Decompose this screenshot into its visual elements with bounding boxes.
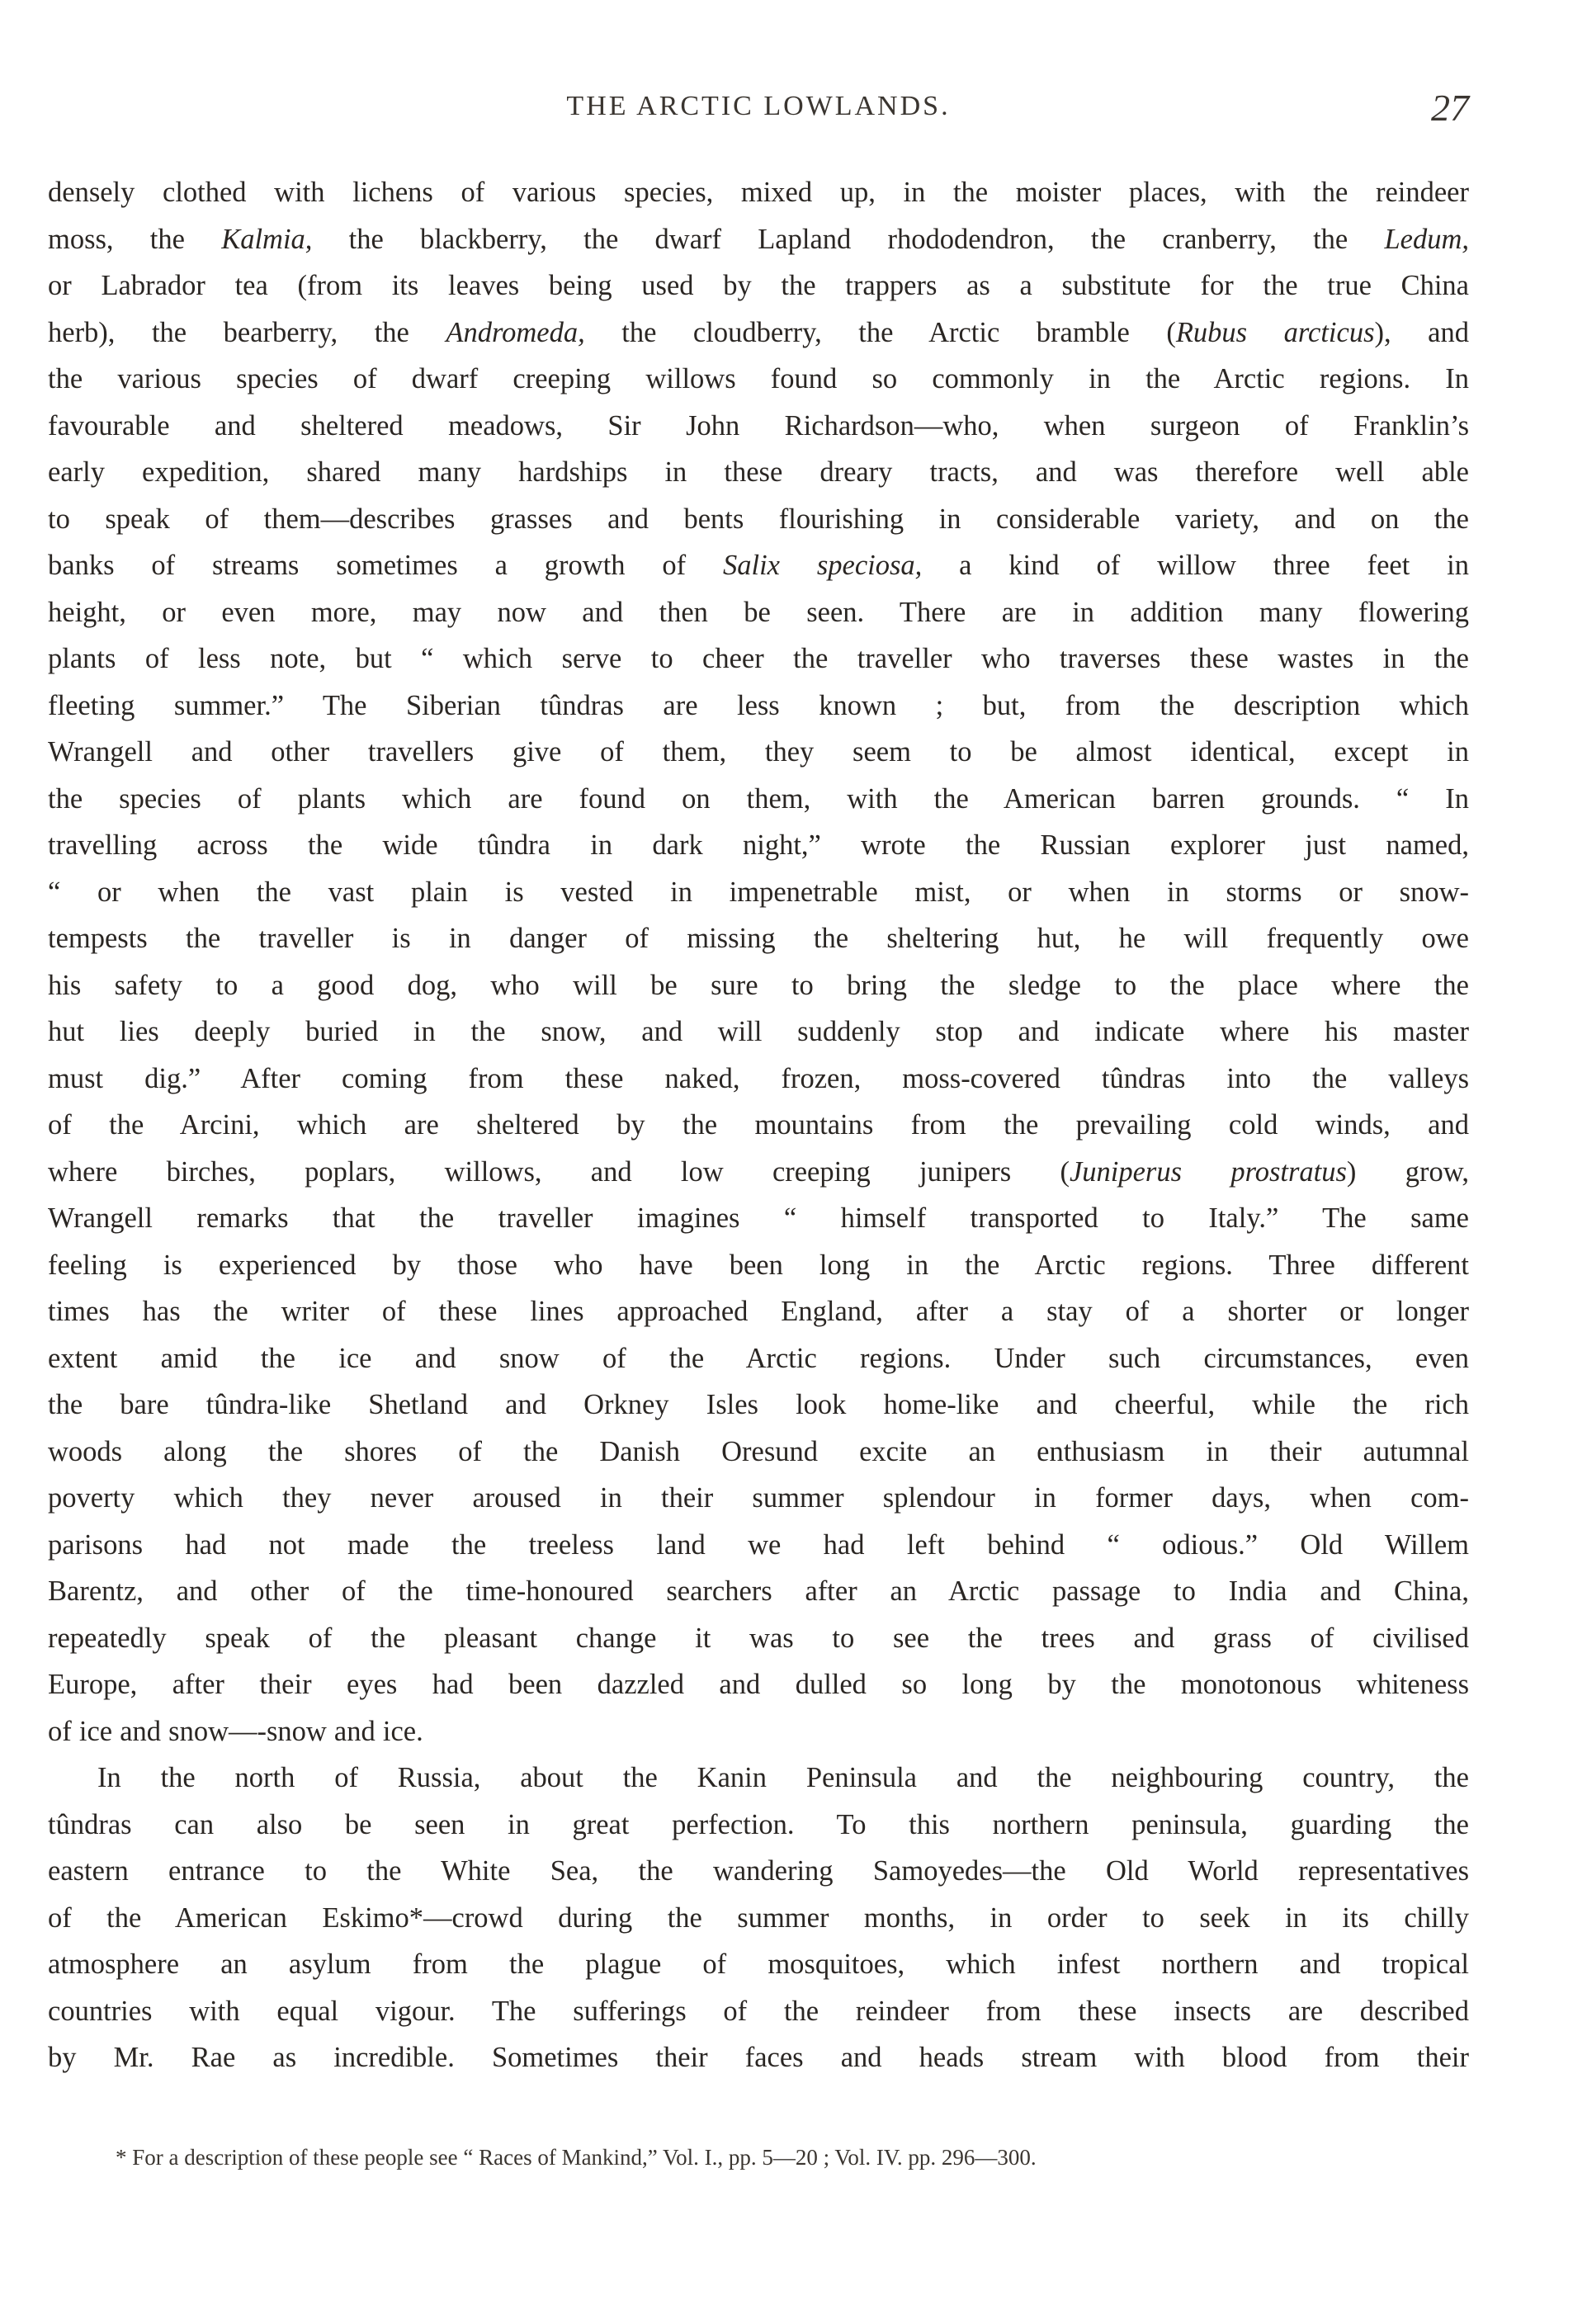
text-line <box>48 962 1469 1009</box>
text-run: the bare tûndra-like Shetland and Orkney Isles look home-like and cheerful, while the rich <box>48 1389 1469 1420</box>
text-run: times has the writer of these lines approached England, after a stay of a shorter or longer <box>48 1296 1469 1327</box>
text-line <box>48 309 1469 357</box>
text-line <box>48 915 1469 962</box>
body-text <box>48 169 1469 2081</box>
text-line <box>48 1008 1469 1056</box>
page-number: 27 <box>1431 87 1469 129</box>
text-run: of ice and snow—-snow and ice. <box>48 1715 423 1747</box>
text-run: repeatedly speak of the pleasant change it was to see the trees and grass of civilised <box>48 1622 1469 1654</box>
text-run: densely clothed with lichens of various species, mixed up, in the moister places, with the reindeer <box>48 177 1469 208</box>
text-run: eastern entrance to the White Sea, the wandering Samoyedes—the Old World representatives <box>48 1855 1469 1887</box>
text-line <box>48 403 1469 450</box>
text-run: his safety to a good dog, who will be sure to bring the sledge to the place where the <box>48 969 1469 1001</box>
text-line <box>48 683 1469 730</box>
text-run: ), and <box>1374 316 1469 348</box>
running-title: THE ARCTIC LOWLANDS. <box>566 91 951 121</box>
text-line <box>48 262 1469 309</box>
running-head <box>48 87 1469 132</box>
text-run: to speak of them—describes grasses and bents flourishing in considerable variety, and on the <box>48 503 1469 535</box>
text-run: hut lies deeply buried in the snow, and will suddenly stop and indicate where his master <box>48 1016 1469 1047</box>
text-line <box>48 1335 1469 1382</box>
text-line <box>48 1568 1469 1615</box>
text-line <box>48 356 1469 403</box>
text-line <box>48 1149 1469 1196</box>
text-run: feeling is experienced by those who have been long in the Arctic regions. Three different <box>48 1249 1469 1281</box>
text-line <box>48 1615 1469 1662</box>
text-line <box>48 169 1469 216</box>
text-run: parisons had not made the treeless land we had left behind “ odious.” Old Willem <box>48 1528 1469 1561</box>
text-line <box>48 729 1469 776</box>
text-line <box>48 589 1469 636</box>
text-line <box>48 1988 1469 2035</box>
italic-term: Rubus arcticus <box>1175 316 1375 348</box>
text-run: woods along the shores of the Danish Oresund excite an enthusiasm in their autumnal <box>48 1435 1469 1467</box>
italic-term: Ledum, <box>1384 223 1469 255</box>
text-line <box>48 1429 1469 1476</box>
text-run: extent amid the ice and snow of the Arctic regions. Under such circumstances, even <box>48 1342 1469 1374</box>
text-run: atmosphere an asylum from the plague of mosquitoes, which infest northern and tropical <box>48 1948 1469 1980</box>
text-run: the species of plants which are found on them, with the American barren grounds. “ In <box>48 782 1469 815</box>
italic-term: Salix speciosa, <box>722 550 923 581</box>
text-line <box>48 496 1469 543</box>
text-line <box>48 1522 1469 1569</box>
text-line <box>48 1056 1469 1103</box>
text-line <box>48 1661 1469 1708</box>
text-run: tempests the traveller is in danger of missing the sheltering hut, he will frequently owe <box>48 923 1469 954</box>
text-run: by Mr. Rae as incredible. Sometimes their faces and heads stream with blood from their <box>48 2042 1469 2073</box>
text-run: favourable and sheltered meadows, Sir John Richardson—who, when surgeon of Franklin’s <box>48 409 1469 442</box>
text-run: poverty which they never aroused in their summer splendour in former days, when com- <box>48 1482 1469 1514</box>
text-run: ) grow, <box>1346 1155 1469 1188</box>
text-line <box>48 1475 1469 1522</box>
text-line <box>48 1941 1469 1988</box>
italic-term: Juniperus prostratus <box>1069 1155 1347 1188</box>
text-run: Wrangell and other travellers give of them, they seem to be almost identical, except in <box>48 736 1469 768</box>
text-line <box>48 2034 1469 2081</box>
text-run: early expedition, shared many hardships in these dreary tracts, and was therefore well able <box>48 456 1469 488</box>
text-line <box>48 1102 1469 1149</box>
text-run: the cloudberry, the Arctic bramble ( <box>584 316 1176 348</box>
text-run: height, or even more, may now and then be seen. There are in addition many flowering <box>48 596 1469 628</box>
text-line <box>48 1708 1469 1755</box>
text-run: of the Arcini, which are sheltered by the mountains from the prevailing cold winds, and <box>48 1109 1469 1141</box>
text-line <box>48 822 1469 869</box>
text-line <box>48 1195 1469 1242</box>
text-run: where birches, poplars, willows, and low creeping junipers ( <box>48 1155 1070 1188</box>
text-run: “ or when the vast plain is vested in impenetrable mist, or when in storms or snow- <box>48 876 1469 908</box>
text-line <box>48 216 1469 263</box>
text-line <box>48 1755 1469 1802</box>
text-run: Barentz, and other of the time-honoured searchers after an Arctic passage to India and China, <box>48 1575 1469 1607</box>
text-run: Wrangell remarks that the traveller imagines “ himself transported to Italy.” The same <box>48 1202 1469 1234</box>
text-run: moss, the <box>48 223 222 255</box>
text-run: a kind of willow three feet in <box>922 550 1469 581</box>
text-run: must dig.” After coming from these naked, frozen, moss-covered tûndras into the valleys <box>48 1062 1469 1094</box>
text-run: In the north of Russia, about the Kanin Peninsula and the neighbouring country, the <box>97 1762 1469 1793</box>
text-line <box>48 1802 1469 1849</box>
italic-term: Andromeda, <box>446 316 585 348</box>
text-line <box>48 635 1469 683</box>
text-run: banks of streams sometimes a growth of <box>48 550 723 581</box>
text-line <box>48 1288 1469 1335</box>
text-run: the blackberry, the dwarf Lapland rhododendron, the cranberry, the <box>312 223 1385 255</box>
text-line <box>48 776 1469 823</box>
text-run: fleeting summer.” The Siberian tûndras are less known ; but, from the description which <box>48 689 1469 721</box>
text-run: or Labrador tea (from its leaves being used by the trappers as a substitute for the true China <box>48 270 1469 301</box>
text-line <box>48 1895 1469 1942</box>
text-run: Europe, after their eyes had been dazzled and dulled so long by the monotonous whiteness <box>48 1669 1469 1700</box>
text-run: travelling across the wide tûndra in dark night,” wrote the Russian explorer just named, <box>48 829 1469 861</box>
italic-term: Kalmia, <box>221 223 313 255</box>
text-line <box>48 542 1469 589</box>
footnote: * For a description of these people see “ Races of Mankind,” Vol. I., pp. 5—20 ; Vol. IV. pp. 296—300. <box>116 2145 1037 2170</box>
text-line <box>48 1242 1469 1289</box>
text-run: tûndras can also be seen in great perfection. To this northern peninsula, guarding the <box>48 1808 1469 1840</box>
text-line <box>48 1848 1469 1895</box>
text-line <box>48 1382 1469 1429</box>
text-run: the various species of dwarf creeping willows found so commonly in the Arctic regions. In <box>48 363 1469 394</box>
text-run: countries with equal vigour. The sufferings of the reindeer from these insects are described <box>48 1995 1469 2027</box>
text-run: plants of less note, but “ which serve to cheer the traveller who traverses these wastes in the <box>48 643 1469 674</box>
text-run: of the American Eskimo*—crowd during the summer months, in order to seek in its chilly <box>48 1901 1469 1934</box>
text-line <box>48 449 1469 496</box>
text-run: herb), the bearberry, the <box>48 316 446 348</box>
text-line <box>48 869 1469 916</box>
